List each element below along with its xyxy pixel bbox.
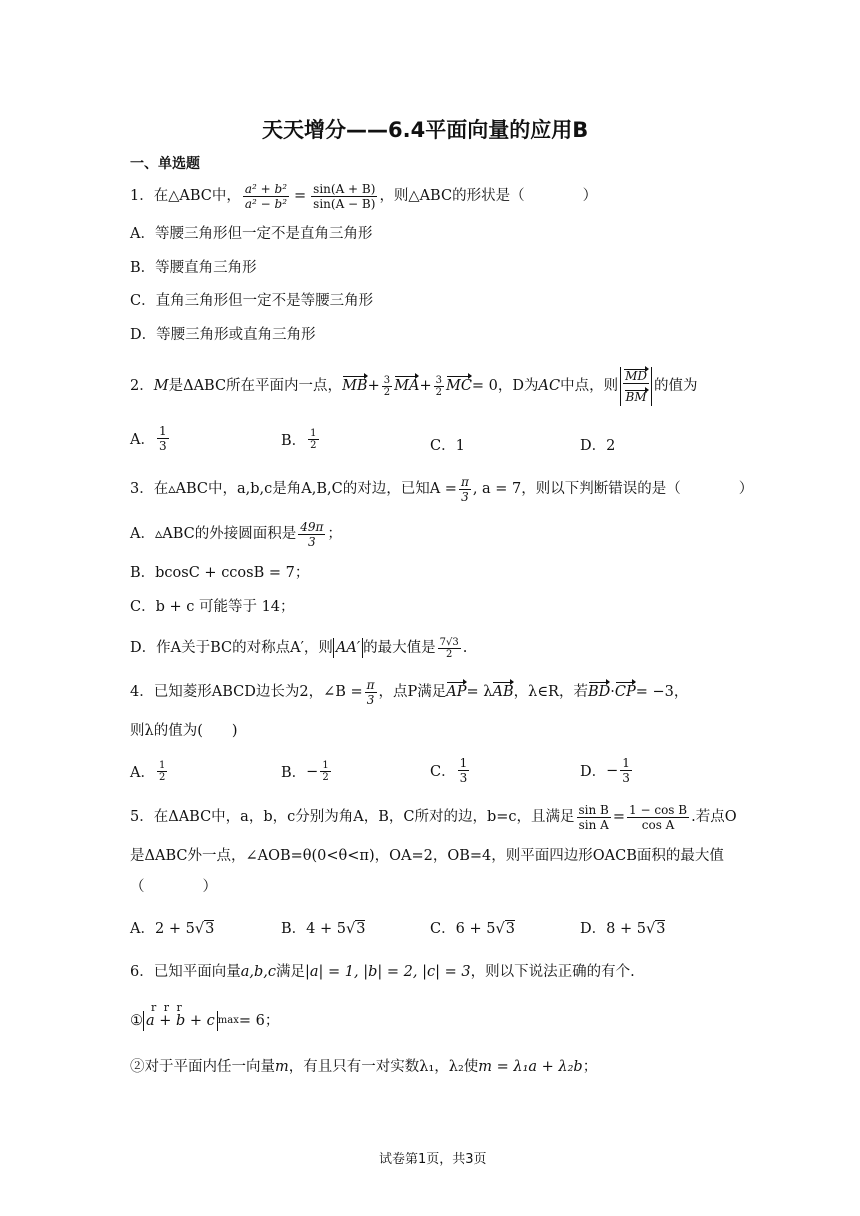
q3-a-num: 49π [300,519,324,534]
q2-m: M [153,378,169,394]
q5-option-d [580,917,665,938]
q6-s1-sub: max [217,1015,239,1026]
q5-d-rad: 3 [656,921,666,937]
q4-c-label: C． [430,764,456,780]
q4-option-b [281,760,333,783]
q4-d-label: D． [580,764,607,780]
q6-overmarks: r r r [151,1001,184,1014]
q4-d-fraction [620,756,632,785]
q6-stem-post: ，则以下说法正确的有个. [470,964,635,980]
q5-f2-num: 1 − cos B [629,802,688,817]
page-title: 天天增分——6.4平面向量的应用B [262,118,589,142]
q6-condition: |a| = 1, |b| = 2, |c| = 3 [305,964,471,980]
q6-s2-eq: m = λ₁a + λ₂b [478,1059,583,1075]
q2-option-c [430,434,465,455]
q4-b-den: 2 [322,772,329,783]
q4-stem-end: = −3， [635,684,689,700]
q3-stem-post: , a = 7，则以下判断错误的是（ ） [472,481,754,497]
q2-a-num: 1 [158,424,167,438]
q3-d-pre: D．作A关于BC的对称点A′，则 [130,640,333,656]
q5-option-c [430,917,515,938]
vector-bm: BM [625,389,647,404]
q2-eq-zero: = 0 [471,378,498,394]
q3-pi: π [460,474,469,489]
q4-angle-fraction [365,678,377,707]
q4-a-fraction [157,760,167,783]
q6-s1-pre: ① [130,1013,143,1029]
vector-ap: AP [446,684,467,700]
q5-a-pre: 2 + 5 [154,921,195,937]
q5-f1-num: sin B [578,802,609,817]
question-4-stem [130,672,688,712]
q1-fraction-left [243,182,289,211]
q1-frac-right-num: sin(A + B) [313,181,376,196]
q3-d-num: 7√3 [439,636,459,648]
q6-s2-mid: ，有且只有一对实数λ₁，λ₂使 [288,1059,479,1075]
q4-d-num: 1 [622,756,630,770]
q4-three: 3 [366,692,375,707]
q1-frac-left-den: a² − b² [244,196,288,211]
q2-option-a [130,424,171,453]
q6-vectors: a,b,c [240,964,277,980]
q3-a-den: 3 [308,534,316,549]
q4-stem-mid1: ，点P满足 [378,684,447,700]
q4-b-num: 1 [322,760,329,771]
q6-statement-1 [130,1011,279,1031]
q2-ac: AC [538,378,561,394]
q3-d-den: 2 [446,648,453,660]
q4-c-num: 1 [459,756,468,770]
q1-frac-left-num: a² + b² [244,181,288,196]
q6-stem-pre: 6．已知平面向量 [130,964,241,980]
q3-angle-fraction [459,475,471,504]
vector-mb: MB [342,378,368,394]
q4-option-a [130,760,169,783]
q5-line-3: （ ） [130,879,217,895]
q6-s1-expr: a + b + c [143,1011,218,1031]
q5-line1-pre: 5．在ΔABC中，a，b，c分别为角A，B，C所对的边，b=c，且满足 [130,809,575,825]
q2-plus-1: + [367,378,380,394]
q6-statement-2 [130,1057,597,1077]
q5-c-sqrt: √ [495,921,505,937]
q4-stem-mid2: ，λ∈R，若 [513,684,588,700]
q1-frac-right-den: sin(A − B) [313,196,376,211]
vector-ab: AB [492,684,514,700]
q2-coef-2 [434,375,444,398]
q4-option-d [580,756,634,785]
q4-d-sign: − [606,762,619,779]
q5-c-rad: 3 [505,921,515,937]
q2-b-den: 2 [310,440,317,451]
q3-a-pre: A．▵ABC的外接圆面积是 [130,526,297,542]
q2-stem-a: 2． [130,378,154,394]
q6-s2-post: ； [582,1059,598,1075]
q3-three: 3 [461,489,469,504]
q2-option-b-label: B． [281,433,307,449]
q2-option-a-fraction [157,424,169,453]
q1-option-b: B．等腰直角三角形 [130,260,257,276]
q5-fraction-2 [627,803,689,832]
question-3-stem [130,470,753,508]
q5-line-2: 是ΔABC外一点，∠AOB=θ(0<θ<π)，OA=2，OB=4，则平面四边形OACB面积的最大值 [130,848,724,864]
q4-stem-pre: 4．已知菱形ABCD边长为2，∠B = [130,684,363,700]
q3-option-b: B．bcosC + ccosB = 7； [130,565,310,581]
q4-dot: · [610,684,615,700]
question-1-stem [130,176,597,216]
q2-option-c-value: 1 [455,438,465,454]
q3-option-c: C．b + c 可能等于 14； [130,599,295,615]
q2-option-d-label: D． [580,438,607,454]
q1-equals: = [294,188,307,204]
q5-a-sqrt: √ [194,921,205,937]
q1-option-a: A．等腰三角形但一定不是直角三角形 [130,226,373,242]
q4-option-c [430,756,471,785]
q4-c-den: 3 [459,771,468,785]
q2-option-b-fraction [308,428,318,451]
question-2-stem [130,360,698,412]
q5-f1-den: sin A [578,817,609,832]
q2-option-d-value: 2 [606,438,616,454]
q1-stem-post: ，则△ABC的形状是（ ） [379,188,598,204]
q2-coef1-num: 3 [383,374,391,386]
q4-b-fraction [320,760,330,783]
q1-fraction-right [311,182,377,211]
q3-d-abs: AA′ [333,638,363,658]
q6-stem-mid: 满足 [276,964,306,980]
q3-d-mid: 的最大值是 [363,640,436,656]
q5-b-pre: 4 + 5 [306,921,346,937]
q2-ratio-fraction [620,367,652,406]
q5-fraction-1 [577,803,611,832]
q5-option-b [281,917,365,938]
q6-s1-post: = 6； [238,1013,280,1029]
q2-option-b [281,428,321,451]
q4-a-num: 1 [158,760,166,771]
q4-c-fraction [458,756,470,785]
q5-eq: = [612,809,626,825]
q2-stem-d: 中点，则 [560,378,619,394]
q5-c-pre: 6 + 5 [455,921,496,937]
q2-stem-c: ，D为 [497,378,539,394]
q1-option-c: C．直角三角形但一定不是等腰三角形 [130,293,374,309]
vector-bd: BD [587,684,611,700]
q4-b-label: B． [281,765,307,781]
q5-d-label: D． [580,921,607,937]
q4-a-den: 2 [158,772,166,783]
q6-s2-m: m [275,1059,289,1075]
q2-b-num: 1 [310,428,317,439]
q2-coef-1 [382,375,392,398]
q4-line-2: 则λ的值为( ) [130,723,238,739]
q5-b-label: B． [281,921,307,937]
q2-option-c-label: C． [430,438,456,454]
q2-plus-2: + [419,378,432,394]
q4-d-den: 3 [622,771,630,785]
q5-b-rad: 3 [356,921,366,937]
page-footer: 试卷第1页，共3页 [379,1152,487,1167]
q3-option-a [130,514,342,554]
vector-cp: CP [614,684,636,700]
q2-coef2-den: 2 [435,386,442,398]
q1-option-d: D．等腰三角形或直角三角形 [130,327,316,343]
q3-d-post: . [462,640,468,656]
q3-option-d [130,630,467,666]
q5-f2-den: cos A [641,817,675,832]
q5-line1-post: .若点O [691,809,737,825]
q5-option-a [130,917,214,938]
q5-b-sqrt: √ [345,921,356,937]
q4-pi: π [366,677,375,692]
q1-stem-pre: 1．在△ABC中， [130,188,241,204]
vector-mc: MC [445,378,472,394]
q5-a-rad: 3 [205,921,215,937]
section-heading: 一、单选题 [130,156,200,172]
q2-coef1-den: 2 [383,386,391,398]
q4-b-sign: − [306,763,319,780]
q2-stem-b: 是ΔABC所在平面内一点， [168,378,343,394]
q6-s2-pre: ②对于平面内任一向量 [130,1059,275,1075]
q2-coef2-num: 3 [435,374,442,386]
vector-ma: MA [394,378,420,394]
q3-d-fraction [438,637,461,660]
question-5-stem [130,796,737,838]
q2-option-a-label: A． [130,432,155,448]
q5-c-label: C． [430,921,456,937]
q4-a-label: A． [130,765,155,781]
question-6-stem [130,962,635,982]
q2-a-den: 3 [158,439,167,453]
q5-a-label: A． [130,921,155,937]
q3-a-fraction [298,520,325,549]
q3-stem-pre: 3．在▵ABC中，a,b,c是角A,B,C的对边，已知A = [130,481,457,497]
q2-option-d [580,434,615,455]
q5-d-pre: 8 + 5 [606,921,646,937]
q5-d-sqrt: √ [645,921,656,937]
vector-md: MD [625,368,648,383]
q2-stem-e: 的值为 [654,378,698,394]
q4-lambda: = λ [466,684,493,700]
q3-a-post: ； [327,526,342,542]
